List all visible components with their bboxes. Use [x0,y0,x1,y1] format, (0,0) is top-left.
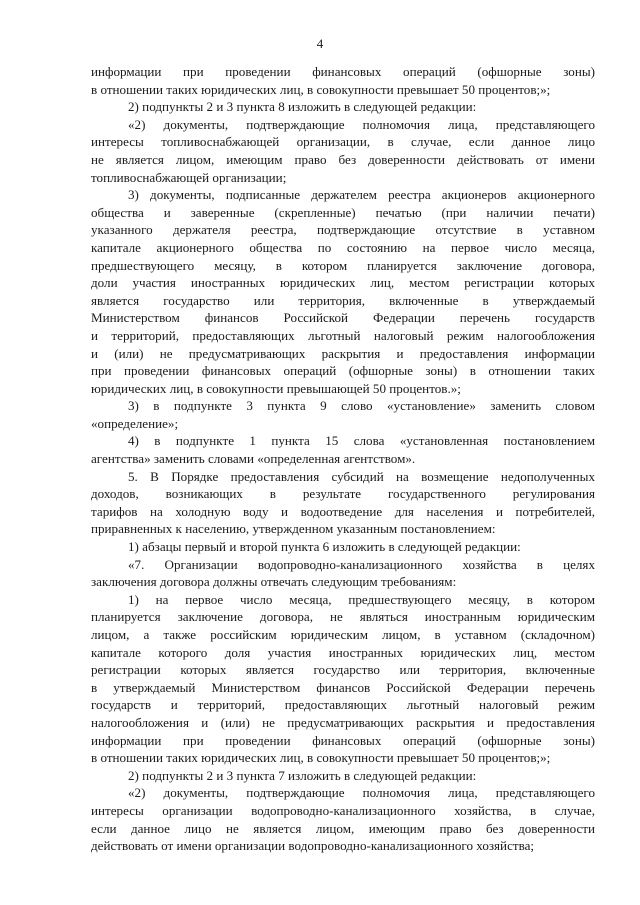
text-line: не является лицом, имеющим право без доверенности действовать от имени [91,151,595,167]
text-line: и территорий, предоставляющих льготный налоговый режим налогообложения [91,327,595,343]
text-line: доходов, возникающих в результате государственного регулирования [91,486,595,502]
text-line: 2) подпункты 2 и 3 пункта 8 изложить в следующей редакции: [128,99,477,115]
document-body [91,63,595,855]
text-line: общества и заверенные (скрепленные) печатью (при наличии печати) [91,204,595,220]
text-line: «2) документы, подтверждающие полномочия лица, представляющего [128,785,595,801]
text-line: 2) подпункты 2 и 3 пункта 7 изложить в следующей редакции: [128,767,477,783]
text-line: указанного держателя реестра, подтверждающие отсутствие в уставном [91,222,595,238]
text-line: регистрации которых является государство или территория, включенные [91,662,595,678]
text-line: в отношении таких юридических лиц, в совокупности превышает 50 процентов;»; [91,750,551,766]
text-line: является государство или территория, включенные в утверждаемый [91,292,595,308]
text-line: доли участия иностранных юридических лиц, местом регистрации которых [91,275,595,291]
text-line: и (или) не предусматривающих раскрытия и предоставления информации [91,345,595,361]
text-line: предшествующего месяцу, в котором планируется заключение договора, [91,257,595,273]
text-line: 1) абзацы первый и второй пункта 6 изложить в следующей редакции: [128,539,521,555]
text-line: «2) документы, подтверждающие полномочия лица, представляющего [128,116,595,132]
text-line: если данное лицо не является лицом, имеющим право без доверенности [91,820,595,836]
text-line: интересы топливоснабжающей организации, в случае, если данное лицо [91,134,595,150]
text-line: тарифов на холодную воду и водоотведение для населения и потребителей, [91,503,595,519]
text-line: информации при проведении финансовых операций (офшорные зоны) [91,64,595,79]
text-line: капитале которого доля участия иностранных юридических лиц, местом [91,644,595,660]
text-line: 4) в подпункте 1 пункта 15 слова «установленная постановлением [128,433,595,449]
text-line: планируется заключение договора, не являться иностранным юридическим [91,609,595,625]
text-line: агентства» заменить словами «определенная агентством». [91,451,416,467]
text-line: топливоснабжающей организации; [91,169,287,185]
text-line: Министерством финансов Российской Федерации перечень государств [91,310,595,326]
text-line: в утверждаемый Министерством финансов Российской Федерации перечень [91,679,595,695]
text-line: «определение»; [91,415,179,431]
text-line: действовать от имени организации водопроводно-канализационного хозяйства; [91,838,535,854]
text-line: при проведении финансовых операций (офшорные зоны) в отношении таких [91,363,595,379]
text-line: заключения договора должны отвечать следующим требованиям: [91,574,457,590]
text-line: 1) на первое число месяца, предшествующего месяцу, в котором [128,591,595,607]
text-line: «7. Организации водопроводно-канализационного хозяйства в целях [128,556,595,572]
text-line: приравненных к населению, утвержденном указанным постановлением: [91,521,496,537]
text-line: 3) документы, подписанные держателем реестра акционеров акционерного [128,187,595,203]
text-line: капитале акционерного общества по состоянию на первое число месяца, [91,239,595,255]
text-line: 5. В Порядке предоставления субсидий на возмещение недополученных [128,468,595,484]
text-line: юридических лиц, в совокупности превышающей 50 процентов.»; [91,380,461,396]
text-line: в отношении таких юридических лиц, в совокупности превышает 50 процентов;»; [91,81,551,97]
page-number: 4 [316,36,324,51]
text-line: интересы организации водопроводно-канализационного хозяйства, в случае, [91,802,595,818]
text-line: информации при проведении финансовых операций (офшорные зоны) [91,732,595,748]
text-line: 3) в подпункте 3 пункта 9 слово «установление» заменить словом [128,398,595,414]
text-line: налогообложения и (или) не предусматривающих раскрытия и предоставления [91,714,595,730]
text-line: лицом, а также российским юридическим лицом, в уставном (складочном) [91,627,595,642]
text-line: государств и территорий, предоставляющих льготный налоговый режим [91,697,595,713]
